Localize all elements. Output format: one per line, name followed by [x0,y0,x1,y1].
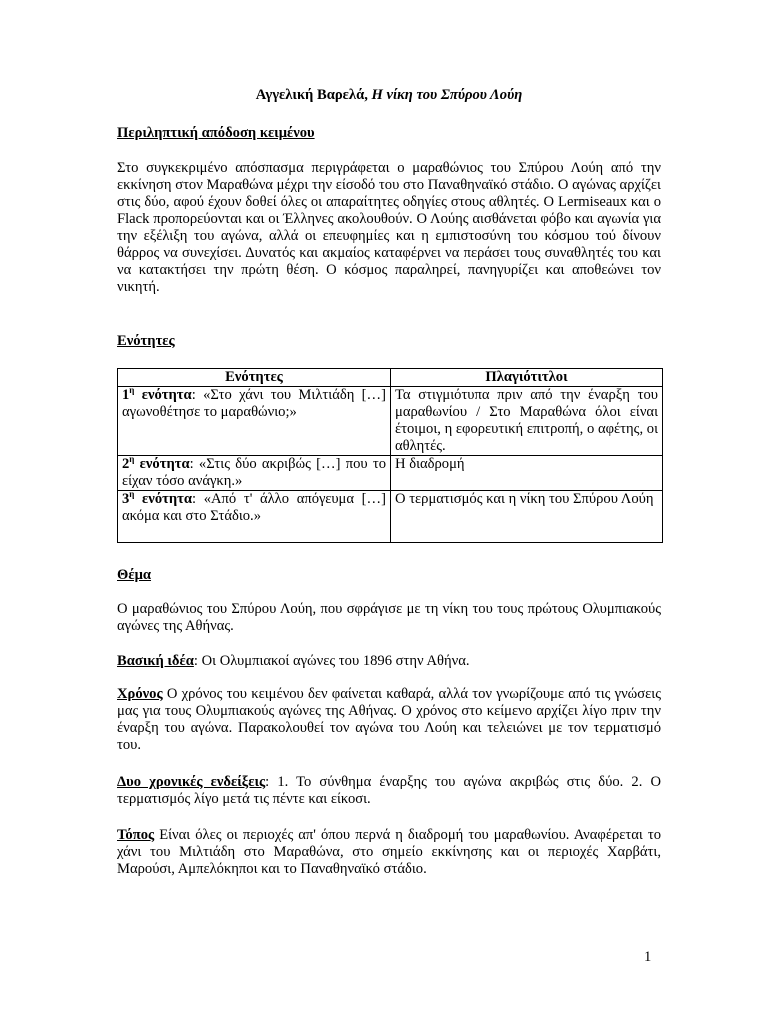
main-idea-paragraph [117,653,661,670]
title-work: Η νίκη του Σπύρου Λούη [371,87,523,103]
page-number: 1 [644,949,652,965]
section-quote: : «Στις δύο ακριβώς […] που το είχαν τόσο ανάγκη.» [122,456,386,489]
section-cell [118,387,391,456]
section-ordinal: η [129,454,135,465]
table-header-subtitles: Πλαγιότιτλοι [391,369,663,387]
main-idea-text: : Οι Ολυμπιακοί αγώνες του 1896 στην Αθήνα. [193,653,470,669]
section-label: ενότητα [134,491,192,507]
sections-heading: Ενότητες [117,333,175,349]
title-author: Αγγελική Βαρελά, [255,87,372,103]
theme-text: Ο μαραθώνιος του Σπύρου Λούη, που σφράγισε με τη νίκη του τους πρώτους Ολυμπιακούς αγώνες της Αθήνας. [117,601,661,634]
time-paragraph [117,686,661,754]
section-quote: : «Στο χάνι του Μιλτιάδη […] αγωνοθέτησε το μαραθώνιο;» [122,387,386,420]
section-number: 2 [122,456,130,472]
table-header-sections: Ενότητες [118,369,391,387]
table-row [118,387,663,456]
section-ordinal: η [129,489,135,500]
time-label: Χρόνος [117,686,163,702]
section-label: ενότητα [134,387,192,403]
place-paragraph [117,827,661,878]
place-label: Τόπος [117,827,155,843]
time-clues-text: : 1. Το σύνθημα έναρξης του αγώνα ακριβώς στις δύο. 2. Ο τερματισμός λίγο μετά τις πέντε και είκοσι. [117,774,661,807]
section-quote: : «Από τ' άλλο απόγευμα […] ακόμα και στο Στάδιο.» [122,491,386,524]
main-idea-label: Βασική ιδέα [117,653,194,669]
theme-heading: Θέμα [117,567,152,583]
section-cell [118,456,391,491]
time-clues-label: Δυο χρονικές ενδείξεις [117,774,266,790]
table-row [118,456,663,491]
summary-text: Στο συγκεκριμένο απόσπασμα περιγράφεται ο μαραθώνιος του Σπύρου Λούη από την εκκίνηση στον Μαραθώνα μέχρι την είσοδό του στο Παναθηναϊκό στάδιο. Ο αγώνας αρχίζει στις δύο, αφού έχουν δοθεί όλες οι απαραίτητες οδηγίες στους αθλητές. Ο Lermiseaux και ο Flack προπορεύονται και οι Έλληνες ακολουθούν. Ο Λούης αισθάνεται φόβο και αγωνία για την εξέλιξη του αγώνα, αλλά οι επευφημίες και η εμπιστοσύνη του κόσμου τού δίνουν θάρρος να συνεχίσει. Δυνατός και ακμαίος καταφέρνει να περάσει τους συναθλητές του και να κατακτήσει την πρώτη θέση. Ο κόσμος παραληρεί, πανηγυρίζει και αποθεώνει τον νικητή. [117,160,661,295]
document-title [117,87,661,104]
table-header-row [118,369,663,387]
subtitle-cell: Ο τερματισμός και η νίκη του Σπύρου Λούη [391,491,663,543]
subtitle-cell: Η διαδρομή [391,456,663,491]
section-ordinal: η [129,385,135,396]
table-row [118,491,663,543]
section-number: 1 [122,387,130,403]
section-cell [118,491,391,543]
time-clues-paragraph [117,774,661,808]
time-text: Ο χρόνος του κειμένου δεν φαίνεται καθαρά, αλλά τον γνωρίζουμε από τις γνώσεις μας για τους Ολυμπιακούς αγώνες της Αθήνας. Ο χρόνος στο κείμενο αρχίζει λίγο πριν την έναρξη του αγώνα. Παρακολουθεί τον αγώνα του Λούη και τελειώνει με τον τερματισμό του. [117,686,661,753]
subtitle-cell: Τα στιγμιότυπα πριν από την έναρξη του μαραθωνίου / Στο Μαραθώνα όλοι είναι έτοιμοι, η εφορευτική επιτροπή, ο αφέτης, οι αθλητές. [391,387,663,456]
sections-table [117,368,663,543]
place-text: Είναι όλες οι περιοχές απ' όπου περνά η διαδρομή του μαραθωνίου. Αναφέρεται το χάνι του Μιλτιάδη στο Μαραθώνα, στο σημείο εκκίνησης και οι περιοχές Χαρβάτι, Μαρούσι, Αμπελόκηποι και το Παναθηναϊκό στάδιο. [117,827,661,877]
section-number: 3 [122,491,130,507]
section-label: ενότητα [134,456,190,472]
summary-heading: Περιληπτική απόδοση κειμένου [117,125,315,141]
